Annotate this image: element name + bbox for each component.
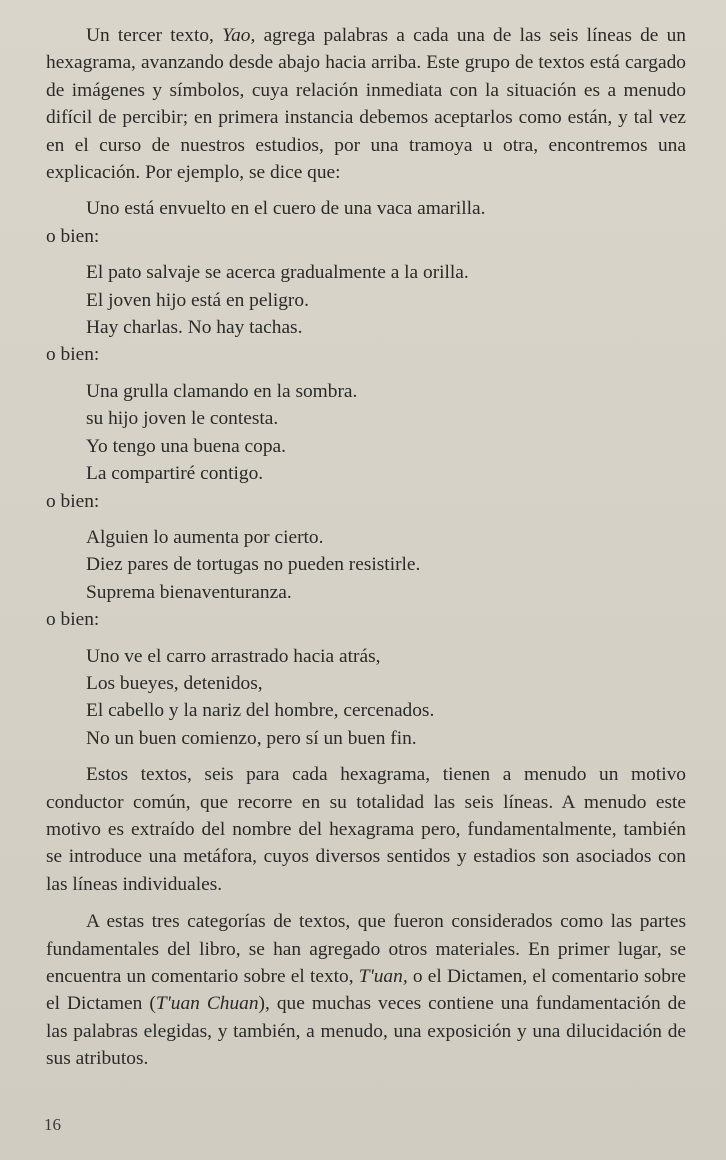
paragraph-text: A estas tres categorías de textos, que fueron considerados como las partes fundamentales del libro, se han agregado otros materiales. En primer lugar, se encuentra un comentario sobre el texto, [46, 911, 686, 987]
verse-line: No un buen comienzo, pero sí un buen fin. [86, 727, 417, 749]
verse-line: su hijo joven le contesta. [86, 408, 279, 430]
italic-term-tuan-chuan: T'uan Chuan [155, 993, 259, 1015]
paragraph-yao-intro [46, 22, 686, 186]
paragraph-text: ), que muchas veces contiene una fundamentación de las palabras elegidas, y también, a menudo, una exposición y una dilucidación de sus atributos. [46, 993, 686, 1070]
paragraph-text: Un tercer texto, [86, 25, 223, 46]
paragraph-text: o el Dictamen, el comentario sobre el Dictamen ( [46, 966, 687, 1015]
verse-line: Suprema bienaventuranza. [86, 581, 292, 603]
verse-line: El cabello y la nariz del hombre, cercenados. [86, 700, 435, 722]
paragraph-categorias [46, 908, 686, 1072]
verse-line: La compartiré contigo. [86, 463, 264, 485]
italic-term-yao: Yao, [222, 25, 256, 46]
separator-label: o bien: [46, 225, 100, 247]
verse-line: Hay charlas. No hay tachas. [86, 317, 303, 339]
verse-line: El pato salvaje se acerca gradualmente a la orilla. [86, 262, 469, 284]
verse-line: El joven hijo está en peligro. [86, 289, 309, 311]
page-number: 16 [44, 1115, 61, 1134]
verse-line: Uno está envuelto en el cuero de una vaca amarilla. [86, 198, 486, 220]
verse-line: Uno ve el carro arrastrado hacia atrás, [86, 645, 381, 667]
italic-term-tuan: T'uan, [358, 966, 408, 987]
verse-line: Alguien lo aumenta por cierto. [86, 526, 324, 548]
verse-line: Yo tengo una buena copa. [86, 435, 286, 457]
page-text [46, 22, 686, 1073]
verse-line: Una grulla clamando en la sombra. [86, 380, 358, 402]
separator-label: o bien: [46, 609, 100, 631]
separator-label: o bien: [46, 490, 100, 512]
verse-line: Los bueyes, detenidos, [86, 672, 263, 694]
separator-label: o bien: [46, 344, 100, 366]
paragraph-motivo: Estos textos, seis para cada hexagrama, tienen a menudo un motivo conductor común, que recorre en su totalidad las seis líneas. A menudo este motivo es extraído del nombre del hexagrama pero, fundamentalmente, también se introduce una metáfora, cuyos diversos sentidos y estadios son asociados con las líneas individuales. [46, 764, 686, 895]
paragraph-text: agrega palabras a cada una de las seis líneas de un hexagrama, avanzando desde abajo hacia arriba. Este grupo de textos está cargado de imágenes y símbolos, cuya relación inmediata con la situación es a menudo difícil de percibir; en primera instancia debemos aceptarlos como están, y tal vez en el curso de nuestros estudios, por una tramoya u otra, encontremos una explicación. Por ejemplo, se dice que: [46, 25, 687, 184]
verse-line: Diez pares de tortugas no pueden resistirle. [86, 554, 421, 576]
